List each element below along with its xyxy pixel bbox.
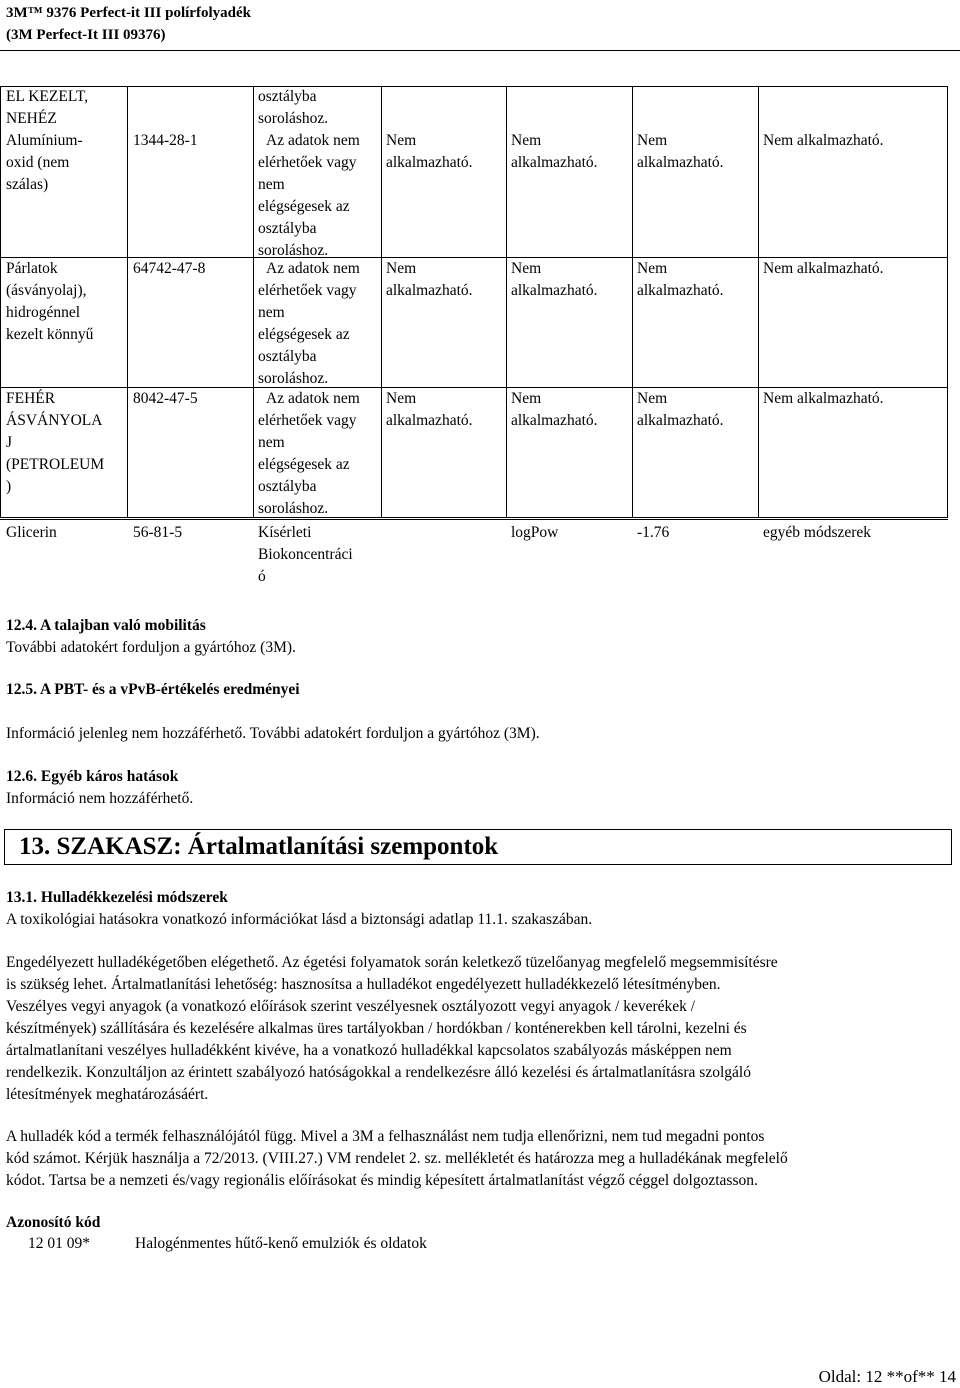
cell-line: nem <box>258 434 285 451</box>
cell-value-4 <box>763 130 948 152</box>
paragraph-line: létesítmények meghatározásáért. <box>6 1086 209 1103</box>
cell-line: oxid (nem <box>6 154 70 171</box>
cell-substance <box>6 258 126 346</box>
paragraph-line: A hulladék kód a termék felhasználójától függ. Mivel a 3M a felhasználást nem tudja ellenőrizni, nem tud megadni pontos <box>6 1128 765 1145</box>
cell-line: elégségesek az <box>258 456 350 473</box>
product-title: 3M™ 9376 Perfect-it III polírfolyadék <box>6 5 251 21</box>
cell-test-type <box>258 258 380 390</box>
cell-line: 8042-47-5 <box>133 390 198 407</box>
cell-line: ) <box>6 478 12 495</box>
cell-value-1 <box>386 258 504 302</box>
cell-line: 64742-47-8 <box>133 260 206 277</box>
cell-line: alkalmazható. <box>511 154 598 171</box>
cell-line: NEHÉZ <box>6 110 57 127</box>
cell-line: elégségesek az <box>258 326 350 343</box>
cell-line: Nem <box>637 132 668 149</box>
cell-line: soroláshoz. <box>258 500 329 517</box>
cell-line: kezelt könnyű <box>6 326 94 343</box>
cell-line: Nem <box>511 132 542 149</box>
cell-value-3 <box>637 258 755 302</box>
section-12-4-title: 12.4. A talajban való mobilitás <box>6 617 206 634</box>
cell-line: soroláshoz. <box>258 370 329 387</box>
cell-line: (PETROLEUM <box>6 456 105 473</box>
section-12-6-title: 12.6. Egyéb káros hatások <box>6 768 179 785</box>
cell-value-2 <box>511 388 629 432</box>
cell-line: alkalmazható. <box>386 282 473 299</box>
section-13-1-paragraph-2 <box>6 952 951 1106</box>
cell-line: alkalmazható. <box>637 412 724 429</box>
cell-line: Biokoncentráci <box>258 546 353 563</box>
paragraph-line: is szükség lehet. Ártalmatlanítási lehetőség: hasznosítsa a hulladékot engedélyezett hulladékkezelő létesítményben. <box>6 976 721 993</box>
cell-cas-number <box>133 388 251 410</box>
waste-code-description: Halogénmentes hűtő-kenő emulziók és oldatok <box>135 1235 427 1252</box>
product-subtitle: (3M Perfect-It III 09376) <box>6 27 166 43</box>
cell-line: Nem <box>386 260 417 277</box>
section-13-1-paragraph-3 <box>6 1126 951 1192</box>
cell-value-3 <box>637 130 755 174</box>
cell-line: soroláshoz. <box>258 242 329 259</box>
cell-value-2 <box>511 258 629 302</box>
cell-cas-number <box>133 130 251 152</box>
header-divider <box>0 50 960 51</box>
document-header <box>6 2 251 46</box>
section-13-banner <box>4 829 952 865</box>
cell-line: osztályba <box>258 220 317 237</box>
section-12-5-title: 12.5. A PBT- és a vPvB-értékelés eredményei <box>6 681 300 698</box>
cell-line: (ásványolaj), <box>6 282 87 299</box>
cell-substance <box>6 86 126 196</box>
cell-line: hidrogénnel <box>6 304 81 321</box>
table-row-divider <box>0 519 948 520</box>
cell-value-4 <box>763 388 948 410</box>
paragraph-line: rendelkezik. Konzultáljon az érintett szabályozó hatóságokkal a rendelkezésre álló kezelési és ártalmatlanításra szolgáló <box>6 1064 751 1081</box>
cell-line: Nem <box>637 390 668 407</box>
cell-line: Glicerin <box>6 524 57 541</box>
cell-line: egyéb módszerek <box>763 524 872 541</box>
cell-line: alkalmazható. <box>511 282 598 299</box>
table-col-divider <box>381 86 382 518</box>
cell-line: logPow <box>511 524 559 541</box>
cell-line: Az adatok nem <box>266 390 360 407</box>
page-number: Oldal: 12 **of** 14 <box>818 1367 956 1386</box>
cell-value-3 <box>637 388 755 432</box>
cell-line: szálas) <box>6 176 49 193</box>
section-13-1-paragraph-1: A toxikológiai hatásokra vonatkozó információkat lásd a biztonsági adatlap 11.1. szakaszában. <box>6 911 593 928</box>
cell-line: Nem <box>386 132 417 149</box>
cell-line: Nem alkalmazható. <box>763 132 884 149</box>
cell-line: Nem <box>511 260 542 277</box>
cell-line: FEHÉR <box>6 390 56 407</box>
cell-value-2 <box>511 130 629 174</box>
cell-line: alkalmazható. <box>386 154 473 171</box>
cell-line: Kísérleti <box>258 524 312 541</box>
cell-line: EL KEZELT, <box>6 88 89 105</box>
cell-line: nem <box>258 304 285 321</box>
paragraph-line: kód számot. Kérjük használja a 72/2013. (VIII.27.) VM rendelet 2. sz. mellékletét és határozza meg a hulladékának megfelelő <box>6 1150 788 1167</box>
cell-line: -1.76 <box>637 524 670 541</box>
paragraph-line: ártalmatlanítani veszélyes hulladékként kivéve, ha a vonatkozó hulladékkal kapcsolatos szabályozás másképpen nem <box>6 1042 732 1059</box>
cell-line: Alumínium- <box>6 132 83 149</box>
paragraph-line: kódot. Tartsa be a nemzeti és/vagy regionális előírásokat és mindig képesített ártalmatlanítást végző céggel dolgoztasson. <box>6 1172 758 1189</box>
cell-line: Nem <box>386 390 417 407</box>
cell-line: soroláshoz. <box>258 110 329 127</box>
cell-line: elégségesek az <box>258 198 350 215</box>
section-13-1-title: 13.1. Hulladékkezelési módszerek <box>6 889 228 906</box>
table-col-divider <box>632 86 633 518</box>
cell-line: osztályba <box>258 348 317 365</box>
table-col-divider <box>758 86 759 518</box>
waste-code-heading: Azonosító kód <box>6 1214 101 1231</box>
section-13-title: 13. SZAKASZ: Ártalmatlanítási szempontok <box>19 833 499 860</box>
cell-line: nem <box>258 176 285 193</box>
section-12-6-text: Információ nem hozzáférhető. <box>6 790 194 807</box>
cell-value-2 <box>511 522 629 544</box>
cell-line: alkalmazható. <box>386 412 473 429</box>
cell-substance <box>6 388 126 498</box>
cell-line: elérhetőek vagy <box>258 412 357 429</box>
cell-line: Nem alkalmazható. <box>763 390 884 407</box>
cell-line: osztályba <box>258 478 317 495</box>
cell-line: Párlatok <box>6 260 58 277</box>
paragraph-line: Veszélyes vegyi anyagok (a vonatkozó előírások szerint veszélyesnek osztályozott vegyi anyagok / keverékek / <box>6 998 696 1015</box>
cell-value-4 <box>763 258 948 280</box>
cell-line: Nem <box>511 390 542 407</box>
cell-line: Az adatok nem <box>266 132 360 149</box>
cell-line: osztályba <box>258 88 317 105</box>
cell-value-1 <box>386 388 504 432</box>
cell-line: alkalmazható. <box>511 412 598 429</box>
cell-value-4 <box>763 522 948 544</box>
cell-cas-number <box>133 522 251 544</box>
table-col-divider <box>506 86 507 518</box>
cell-cas-number <box>133 258 251 280</box>
cell-substance <box>6 522 126 544</box>
cell-line: elérhetőek vagy <box>258 282 357 299</box>
cell-line: 1344-28-1 <box>133 132 198 149</box>
section-12-5-text: Információ jelenleg nem hozzáférhető. További adatokért forduljon a gyártóhoz (3M). <box>6 725 540 742</box>
waste-code: 12 01 09* <box>28 1235 90 1252</box>
cell-value-1 <box>386 130 504 174</box>
cell-line: Az adatok nem <box>266 260 360 277</box>
cell-line: 56-81-5 <box>133 524 183 541</box>
cell-line: ÁSVÁNYOLA <box>6 412 103 429</box>
cell-value-3 <box>637 522 755 544</box>
cell-line: alkalmazható. <box>637 154 724 171</box>
cell-line: elérhetőek vagy <box>258 154 357 171</box>
cell-test-type <box>258 522 380 588</box>
cell-test-type <box>258 388 380 520</box>
paragraph-line: készítmények) szállítására és kezelésére alkalmas üres tartályokban / hordókban / konténerekben kell tárolni, kezelni és <box>6 1020 747 1037</box>
cell-line: Nem <box>637 260 668 277</box>
cell-line: Nem alkalmazható. <box>763 260 884 277</box>
cell-line: ó <box>258 568 266 585</box>
table-col-divider <box>127 86 128 518</box>
section-12-4-text: További adatokért forduljon a gyártóhoz (3M). <box>6 639 296 656</box>
table-col-divider <box>253 86 254 518</box>
paragraph-line: Engedélyezett hulladékégetőben elégethető. Az égetési folyamatok során keletkező tüzelőanyag megfelelő megsemmisítésre <box>6 954 778 971</box>
cell-test-type <box>258 86 380 262</box>
cell-line: alkalmazható. <box>637 282 724 299</box>
cell-line: J <box>6 434 13 451</box>
